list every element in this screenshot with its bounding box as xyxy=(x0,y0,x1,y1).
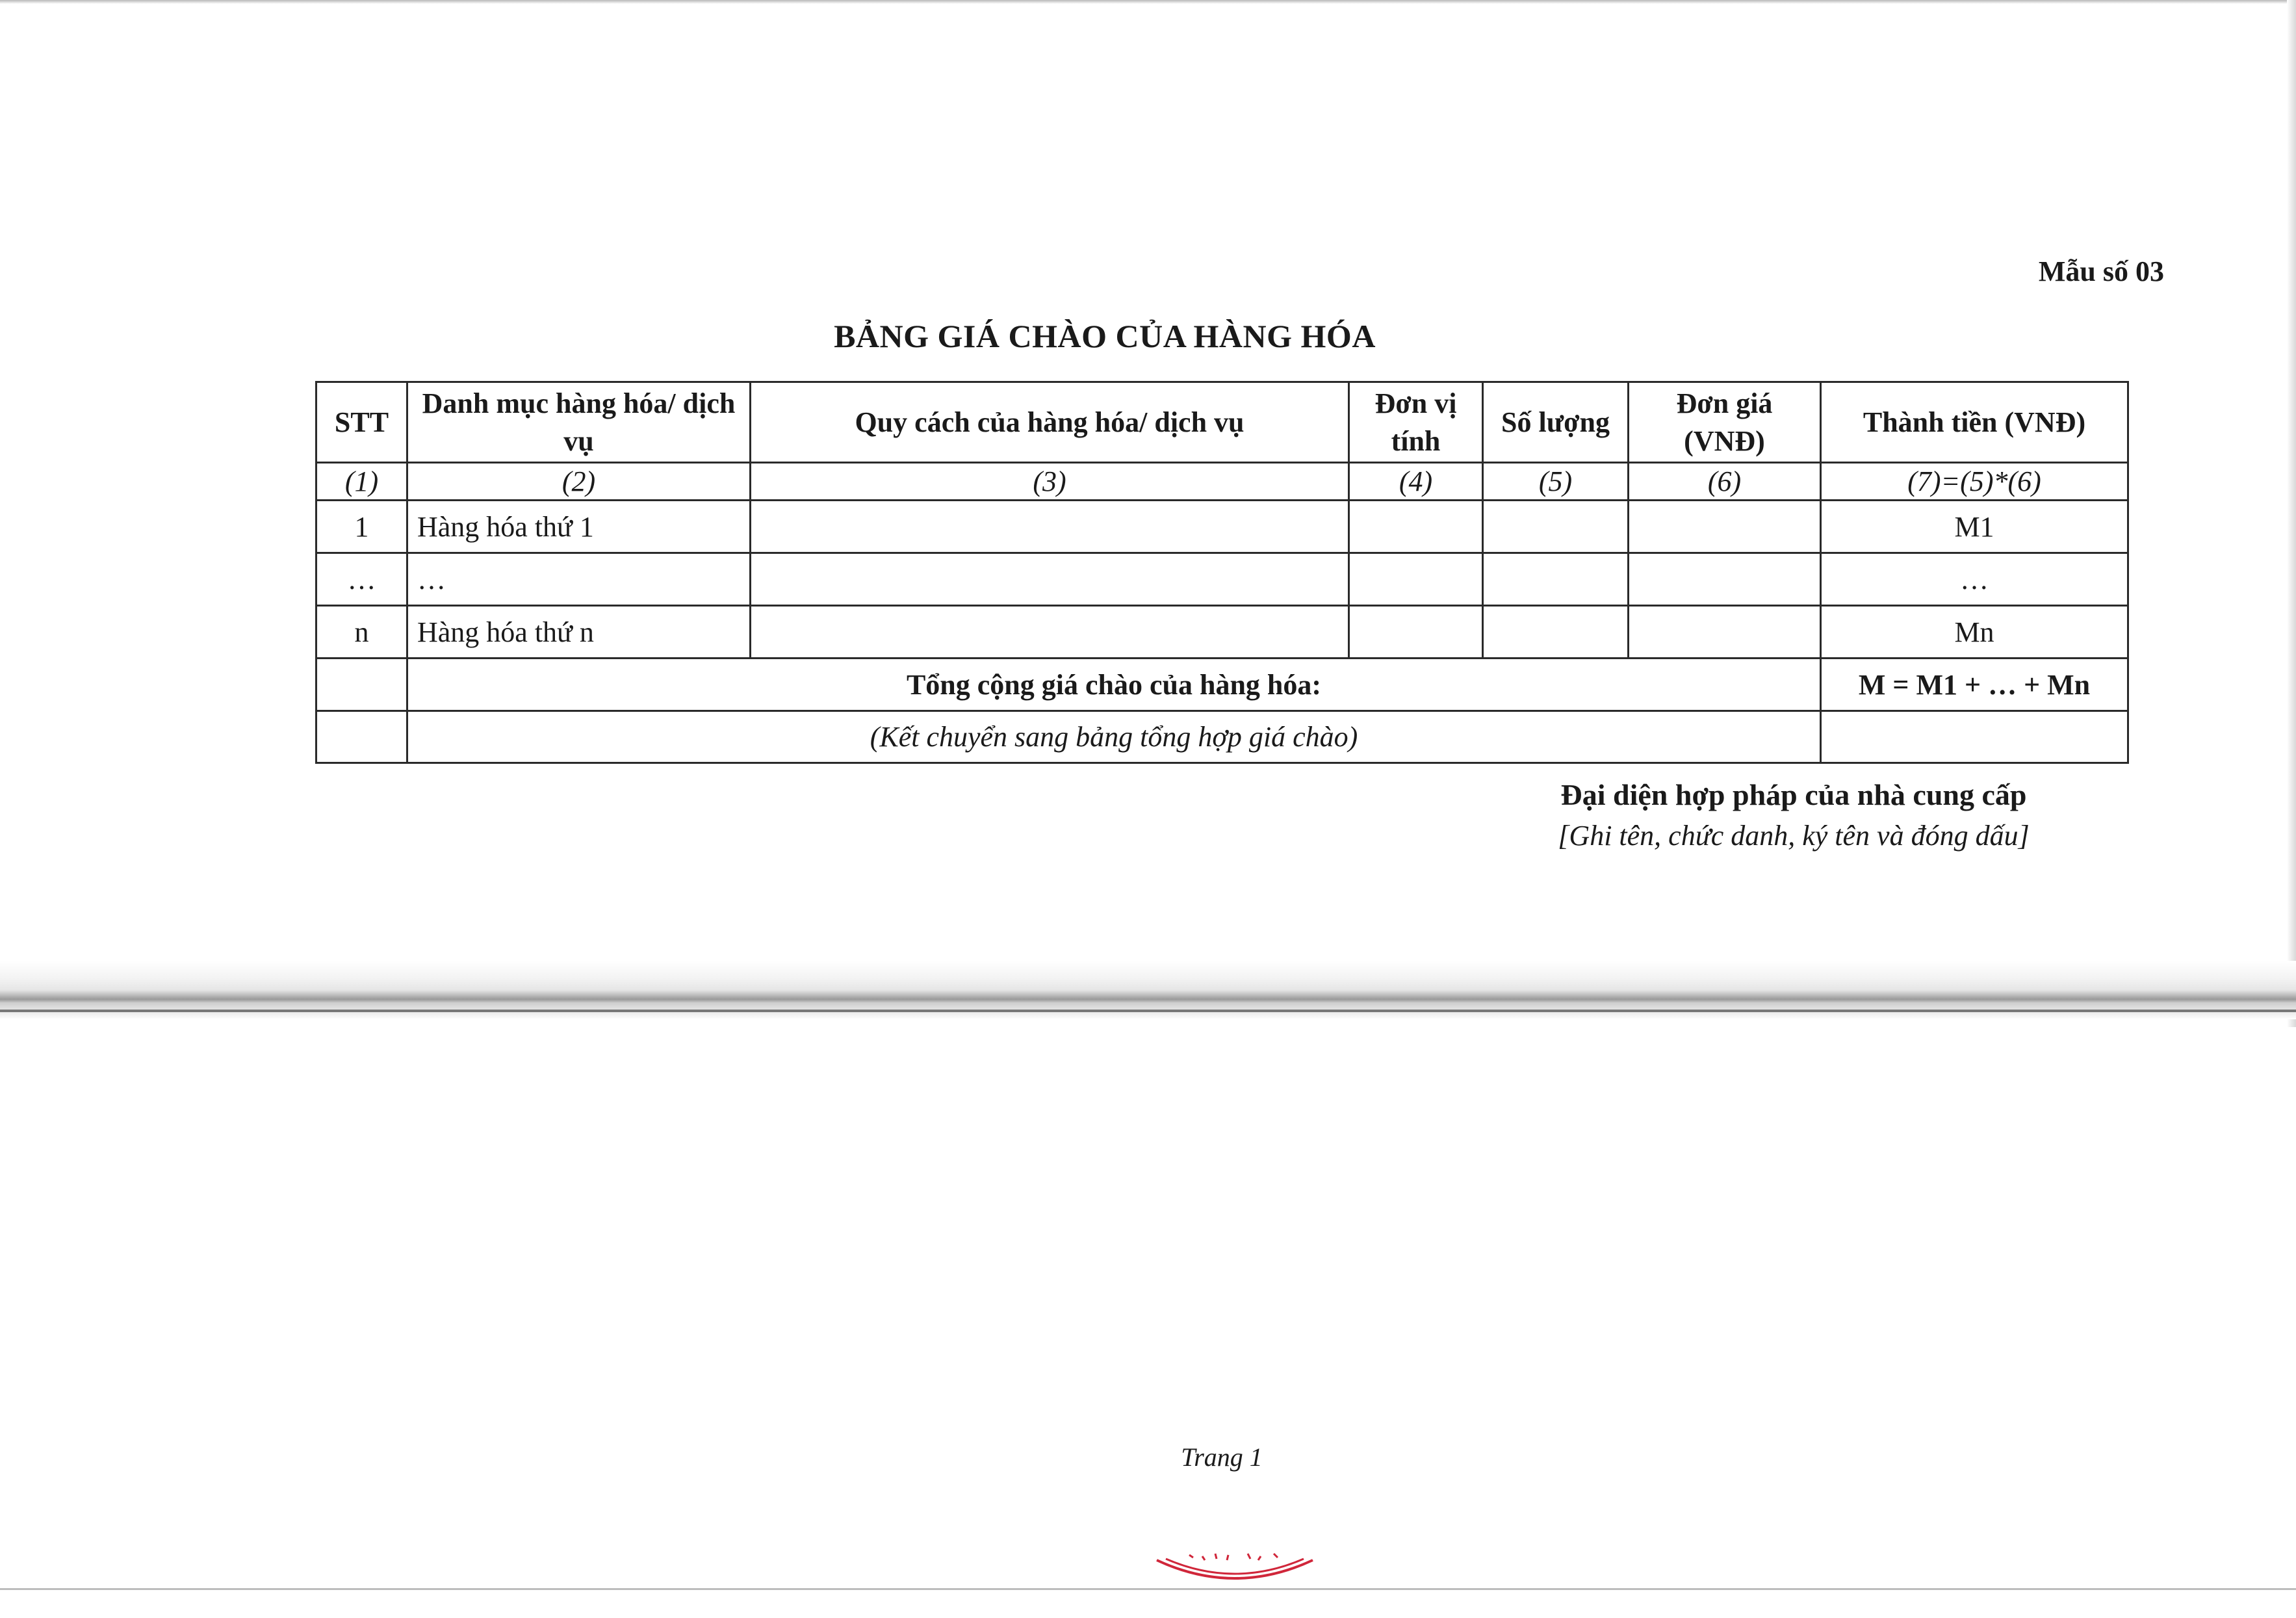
column-number: (4) xyxy=(1349,463,1483,501)
column-number: (7)=(5)*(6) xyxy=(1821,463,2128,501)
column-number-row xyxy=(316,463,2128,501)
column-number: (5) xyxy=(1483,463,1629,501)
header-price: Đơn giá (VNĐ) xyxy=(1629,382,1821,463)
total-empty-cell xyxy=(316,659,407,711)
header-stt: STT xyxy=(316,382,407,463)
price-quote-table xyxy=(315,381,2129,764)
table-row xyxy=(316,553,2128,606)
page-number: Trang 1 xyxy=(1181,1442,1263,1472)
table-row xyxy=(316,606,2128,659)
row-unit xyxy=(1349,606,1483,659)
page-top-edge xyxy=(0,0,2296,4)
row-stt: n xyxy=(316,606,407,659)
column-number: (6) xyxy=(1629,463,1821,501)
header-unit: Đơn vị tính xyxy=(1349,382,1483,463)
transfer-row xyxy=(316,711,2128,763)
stamp-glyph-fragments xyxy=(1189,1554,1278,1560)
document-title: BẢNG GIÁ CHÀO CỦA HÀNG HÓA xyxy=(834,318,1376,354)
header-spec: Quy cách của hàng hóa/ dịch vụ xyxy=(751,382,1349,463)
row-item: Hàng hóa thứ 1 xyxy=(407,501,751,553)
total-label: Tổng cộng giá chào của hàng hóa: xyxy=(407,659,1821,711)
row-amount: … xyxy=(1821,553,2128,606)
row-unit xyxy=(1349,501,1483,553)
signer-instruction: [Ghi tên, chức danh, ký tên và đóng dấu] xyxy=(1558,820,2030,852)
column-number: (1) xyxy=(316,463,407,501)
row-item: Hàng hóa thứ n xyxy=(407,606,751,659)
row-amount: Mn xyxy=(1821,606,2128,659)
column-number: (2) xyxy=(407,463,751,501)
row-amount: M1 xyxy=(1821,501,2128,553)
column-number: (3) xyxy=(751,463,1349,501)
page-right-edge xyxy=(2287,0,2296,1027)
row-qty xyxy=(1483,553,1629,606)
partial-stamp xyxy=(1150,1546,1319,1591)
page-bottom-edge xyxy=(0,1588,2296,1590)
transfer-empty-cell xyxy=(316,711,407,763)
row-item: … xyxy=(407,553,751,606)
header-row xyxy=(316,382,2128,463)
row-spec xyxy=(751,501,1349,553)
header-qty: Số lượng xyxy=(1483,382,1629,463)
row-price xyxy=(1629,606,1821,659)
page-fold-line xyxy=(0,1010,2296,1012)
transfer-amount-cell xyxy=(1821,711,2128,763)
row-spec xyxy=(751,553,1349,606)
transfer-note: (Kết chuyển sang bảng tổng hợp giá chào) xyxy=(407,711,1821,763)
row-price xyxy=(1629,501,1821,553)
header-item: Danh mục hàng hóa/ dịch vụ xyxy=(407,382,751,463)
row-unit xyxy=(1349,553,1483,606)
stamp-arc-outer xyxy=(1157,1560,1313,1578)
row-stt: 1 xyxy=(316,501,407,553)
row-qty xyxy=(1483,501,1629,553)
total-row xyxy=(316,659,2128,711)
total-formula: M = M1 + … + Mn xyxy=(1821,659,2128,711)
header-amount: Thành tiền (VNĐ) xyxy=(1821,382,2128,463)
table-row xyxy=(316,501,2128,553)
signer-title: Đại diện hợp pháp của nhà cung cấp xyxy=(1560,778,2027,811)
row-stt: … xyxy=(316,553,407,606)
row-spec xyxy=(751,606,1349,659)
row-price xyxy=(1629,553,1821,606)
row-qty xyxy=(1483,606,1629,659)
form-number: Mẫu số 03 xyxy=(2038,255,2164,287)
